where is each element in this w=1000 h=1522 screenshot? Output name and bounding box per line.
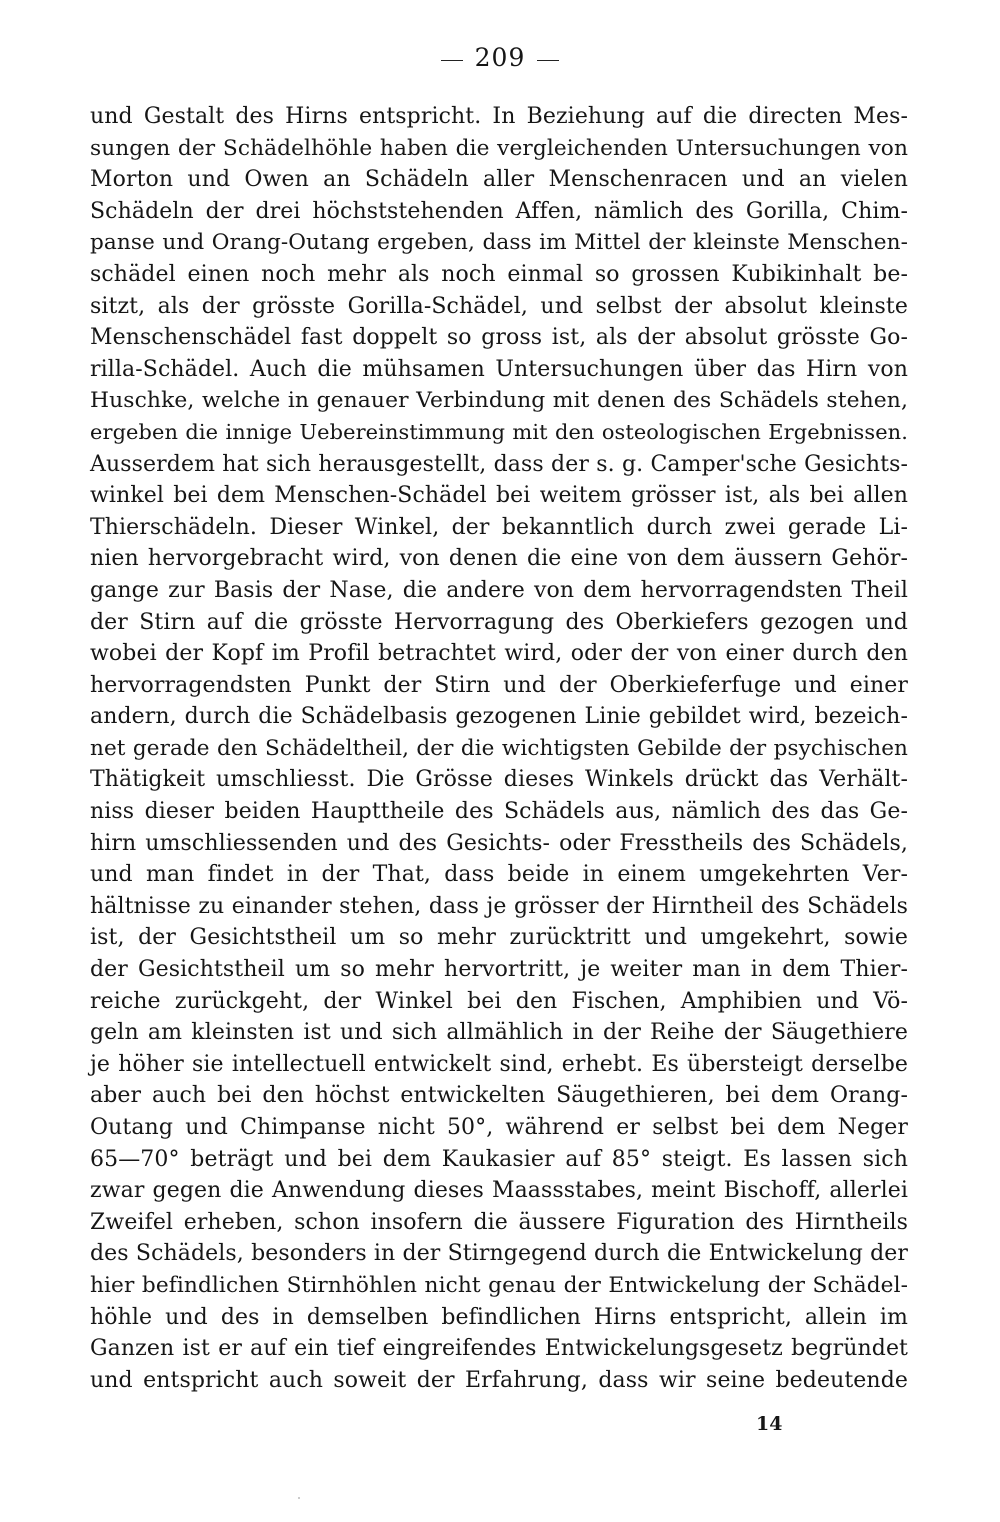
text-line: Zweifel erheben, schon insofern die äussere Figuration des Hirntheils <box>90 1209 908 1235</box>
header-dash-right <box>537 60 559 61</box>
text-line: Thätigkeit umschliesst. Die Grösse dieses Winkels drückt das Verhält- <box>90 767 908 793</box>
text-line: wobei der Kopf im Profil betrachtet wird, oder der von einer durch den <box>90 641 908 667</box>
header-dash-left <box>441 60 463 61</box>
text-line: 65—70° beträgt und bei dem Kaukasier auf 85° steigt. Es lassen sich <box>90 1146 908 1172</box>
text-line: Morton und Owen an Schädeln aller Menschenracen und an vielen <box>90 167 908 193</box>
text-line: niss dieser beiden Haupttheile des Schädels aus, nämlich des das Ge- <box>90 799 908 825</box>
text-line: Huschke, welche in genauer Verbindung mit denen des Schädels stehen, <box>90 388 908 414</box>
text-line: Outang und Chimpanse nicht 50°, während er selbst bei dem Neger <box>90 1115 908 1140</box>
text-line: ergeben die innige Uebereinstimmung mit den osteologischen Ergebnissen. <box>90 419 908 444</box>
text-line: des Schädels, besonders in der Stirngegend durch die Entwickelung der <box>90 1241 908 1267</box>
text-line: und man findet in der That, dass beide in einem umgekehrten Ver- <box>90 862 908 888</box>
text-line: Ausserdem hat sich herausgestellt, dass der s. g. Camper'sche Gesichts- <box>90 451 908 477</box>
text-line: der Stirn auf die grösste Hervorragung des Oberkiefers gezogen und <box>90 609 908 635</box>
signature-mark: 14 <box>756 1413 783 1435</box>
text-line: geln am kleinsten ist und sich allmählich in der Reihe der Säugethiere <box>90 1020 908 1046</box>
text-line: hier befindlichen Stirnhöhlen nicht genau der Entwickelung der Schädel- <box>90 1272 908 1298</box>
text-line: sungen der Schädelhöhle haben die vergleichenden Untersuchungen von <box>90 135 908 161</box>
text-line: höhle und des in demselben befindlichen Hirns entspricht, allein im <box>90 1304 908 1330</box>
page-header <box>0 42 1000 74</box>
text-line: und Gestalt des Hirns entspricht. In Beziehung auf die directen Mes- <box>90 104 908 129</box>
text-line: net gerade den Schädeltheil, der die wichtigsten Gebilde der psychischen <box>90 735 908 761</box>
text-line: rilla-Schädel. Auch die mühsamen Untersuchungen über das Hirn von <box>90 356 908 382</box>
text-line: Ganzen ist er auf ein tief eingreifendes Entwickelungsgesetz begründet <box>90 1336 908 1362</box>
text-line: je höher sie intellectuell entwickelt sind, erhebt. Es übersteigt derselbe <box>90 1051 908 1077</box>
text-line: Thierschädeln. Dieser Winkel, der bekanntlich durch zwei gerade Li- <box>90 514 908 540</box>
text-line: gange zur Basis der Nase, die andere von dem hervorragendsten Theil <box>90 577 908 603</box>
text-line: der Gesichtstheil um so mehr hervortritt, je weiter man in dem Thier- <box>90 957 908 983</box>
text-line: hältnisse zu einander stehen, dass je grösser der Hirntheil des Schädels <box>90 893 908 919</box>
text-line: Menschenschädel fast doppelt so gross ist, als der absolut grösste Go- <box>90 325 908 351</box>
text-line: nien hervorgebracht wird, von denen die eine von dem äussern Gehör- <box>90 546 908 572</box>
text-line: aber auch bei den höchst entwickelten Säugethieren, bei dem Orang- <box>90 1083 908 1109</box>
text-line: ist, der Gesichtstheil um so mehr zurücktritt und umgekehrt, sowie <box>90 925 908 951</box>
text-line: andern, durch die Schädelbasis gezogenen Linie gebildet wird, bezeich- <box>90 704 908 730</box>
page-number: 209 <box>474 43 526 72</box>
text-line: hirn umschliessenden und des Gesichts- oder Fresstheils des Schädels, <box>90 830 908 856</box>
text-line: panse und Orang-Outang ergeben, dass im Mittel der kleinste Menschen- <box>90 230 908 256</box>
text-line: winkel bei dem Menschen-Schädel bei weitem grösser ist, als bei allen <box>90 483 908 509</box>
text-line: schädel einen noch mehr als noch einmal so grossen Kubikinhalt be- <box>90 261 908 287</box>
text-line: und entspricht auch soweit der Erfahrung, dass wir seine bedeutende <box>90 1367 908 1393</box>
text-line: Schädeln der drei höchststehenden Affen, nämlich des Gorilla, Chim- <box>90 198 908 224</box>
text-line: zwar gegen die Anwendung dieses Maassstabes, meint Bischoff, allerlei <box>90 1178 908 1204</box>
text-line: sitzt, als der grösste Gorilla-Schädel, und selbst der absolut kleinste <box>90 293 908 319</box>
body-text <box>90 101 908 1396</box>
text-line: hervorragendsten Punkt der Stirn und der Oberkieferfuge und einer <box>90 672 908 698</box>
paper-speck <box>298 1497 300 1499</box>
text-line: reiche zurückgeht, der Winkel bei den Fischen, Amphibien und Vö- <box>90 988 908 1014</box>
